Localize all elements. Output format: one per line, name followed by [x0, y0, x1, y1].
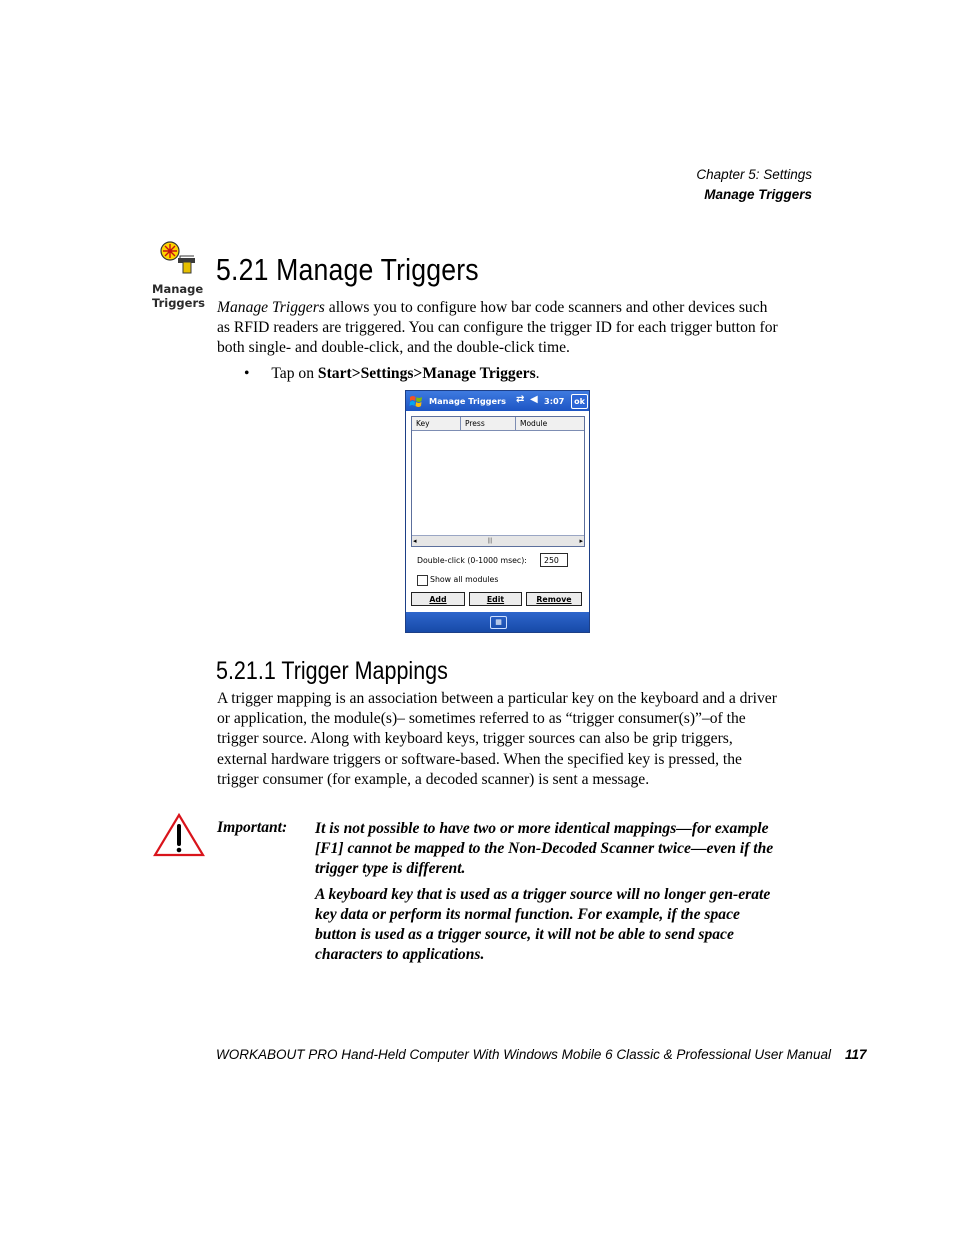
important-label: Important:	[217, 819, 288, 836]
speaker-icon[interactable]: ◀	[530, 394, 538, 405]
running-header-chapter: Chapter 5: Settings	[696, 167, 812, 182]
window-title: Manage Triggers	[429, 396, 507, 406]
show-all-modules-checkbox[interactable]	[417, 575, 428, 586]
bullet-suffix: .	[535, 365, 540, 382]
icon-label-line2: Triggers	[152, 296, 205, 310]
section-heading: 5.21 Manage Triggers	[216, 252, 479, 287]
show-all-modules-label: Show all modules	[430, 575, 499, 584]
double-click-label: Double-click (0-1000 msec):	[417, 556, 527, 565]
page-number: 117	[844, 1047, 867, 1062]
title-bar	[406, 391, 589, 411]
column-header-press[interactable]: Press	[461, 417, 516, 431]
subsection-heading: 5.21.1 Trigger Mappings	[216, 657, 448, 685]
bullet-item	[244, 364, 764, 384]
important-note	[315, 819, 785, 965]
warning-icon	[152, 812, 206, 858]
double-click-input[interactable]: 250	[540, 553, 568, 567]
edit-button[interactable]: Edit	[469, 592, 522, 606]
device-screenshot	[405, 390, 590, 633]
bullet-prefix: Tap on	[271, 365, 318, 382]
trigger-glyph-icon	[150, 238, 210, 284]
column-header-key[interactable]: Key	[412, 417, 461, 431]
column-header-module[interactable]: Module	[516, 417, 584, 431]
mapping-paragraph	[217, 689, 782, 790]
trigger-list[interactable]	[411, 416, 585, 547]
ok-button[interactable]: ok	[571, 394, 588, 409]
horizontal-scrollbar[interactable]	[412, 535, 584, 546]
running-header-section: Manage Triggers	[704, 187, 812, 202]
clock-time: 3:07	[544, 396, 565, 406]
scroll-thumb[interactable]: |||	[488, 538, 492, 544]
windows-start-icon[interactable]	[409, 394, 423, 408]
icon-label-line1: Manage	[152, 282, 204, 296]
mapping-text: A trigger mapping is an association between a particular key on the keyboard and a driver or application, the module(s)– sometimes referred to as “trigger consumer(s)”–of the trigger source. Along with keyboard keys, trigger sources can also be grip triggers, external hardware triggers or software-based. When the specified key is pressed, the trigger consumer (for example, a decoded scanner) is sent a message.	[217, 690, 777, 788]
scroll-left-icon[interactable]: ◂	[413, 537, 417, 545]
bottom-bar	[406, 612, 589, 632]
client-area	[406, 411, 589, 612]
intro-italic: Manage Triggers	[217, 299, 325, 316]
add-button[interactable]: Add	[411, 592, 465, 606]
intro-text: allows you to configure how bar code scanners and other devices such as RFID readers are triggered. You can configure the trigger ID for each trigger button for both single- and double-click, and the double-click time.	[217, 299, 778, 357]
page-footer	[216, 1047, 867, 1062]
remove-button[interactable]: Remove	[526, 592, 582, 606]
scroll-right-icon[interactable]: ▸	[579, 537, 583, 545]
connectivity-icon[interactable]: ⇄	[516, 394, 525, 405]
manage-triggers-icon	[150, 238, 210, 312]
important-paragraph-1: It is not possible to have two or more identical mappings—for example [F1] cannot be mapped to the Non-Decoded Scanner twice—even if the trigger type is different.	[315, 820, 774, 877]
keyboard-icon[interactable]: ▦	[490, 616, 507, 629]
footer-title: WORKABOUT PRO Hand-Held Computer With Windows Mobile 6 Classic & Professional User Manual	[216, 1047, 831, 1062]
intro-paragraph	[217, 298, 782, 359]
bullet-path: Start>Settings>Manage Triggers	[317, 365, 536, 382]
important-paragraph-2: A keyboard key that is used as a trigger source will no longer gen-erate key data or perform its normal function. For example, if the space button is used as a trigger source, it will not be able to send space characters to applications.	[315, 886, 771, 963]
bullet-mark: •	[244, 365, 250, 382]
